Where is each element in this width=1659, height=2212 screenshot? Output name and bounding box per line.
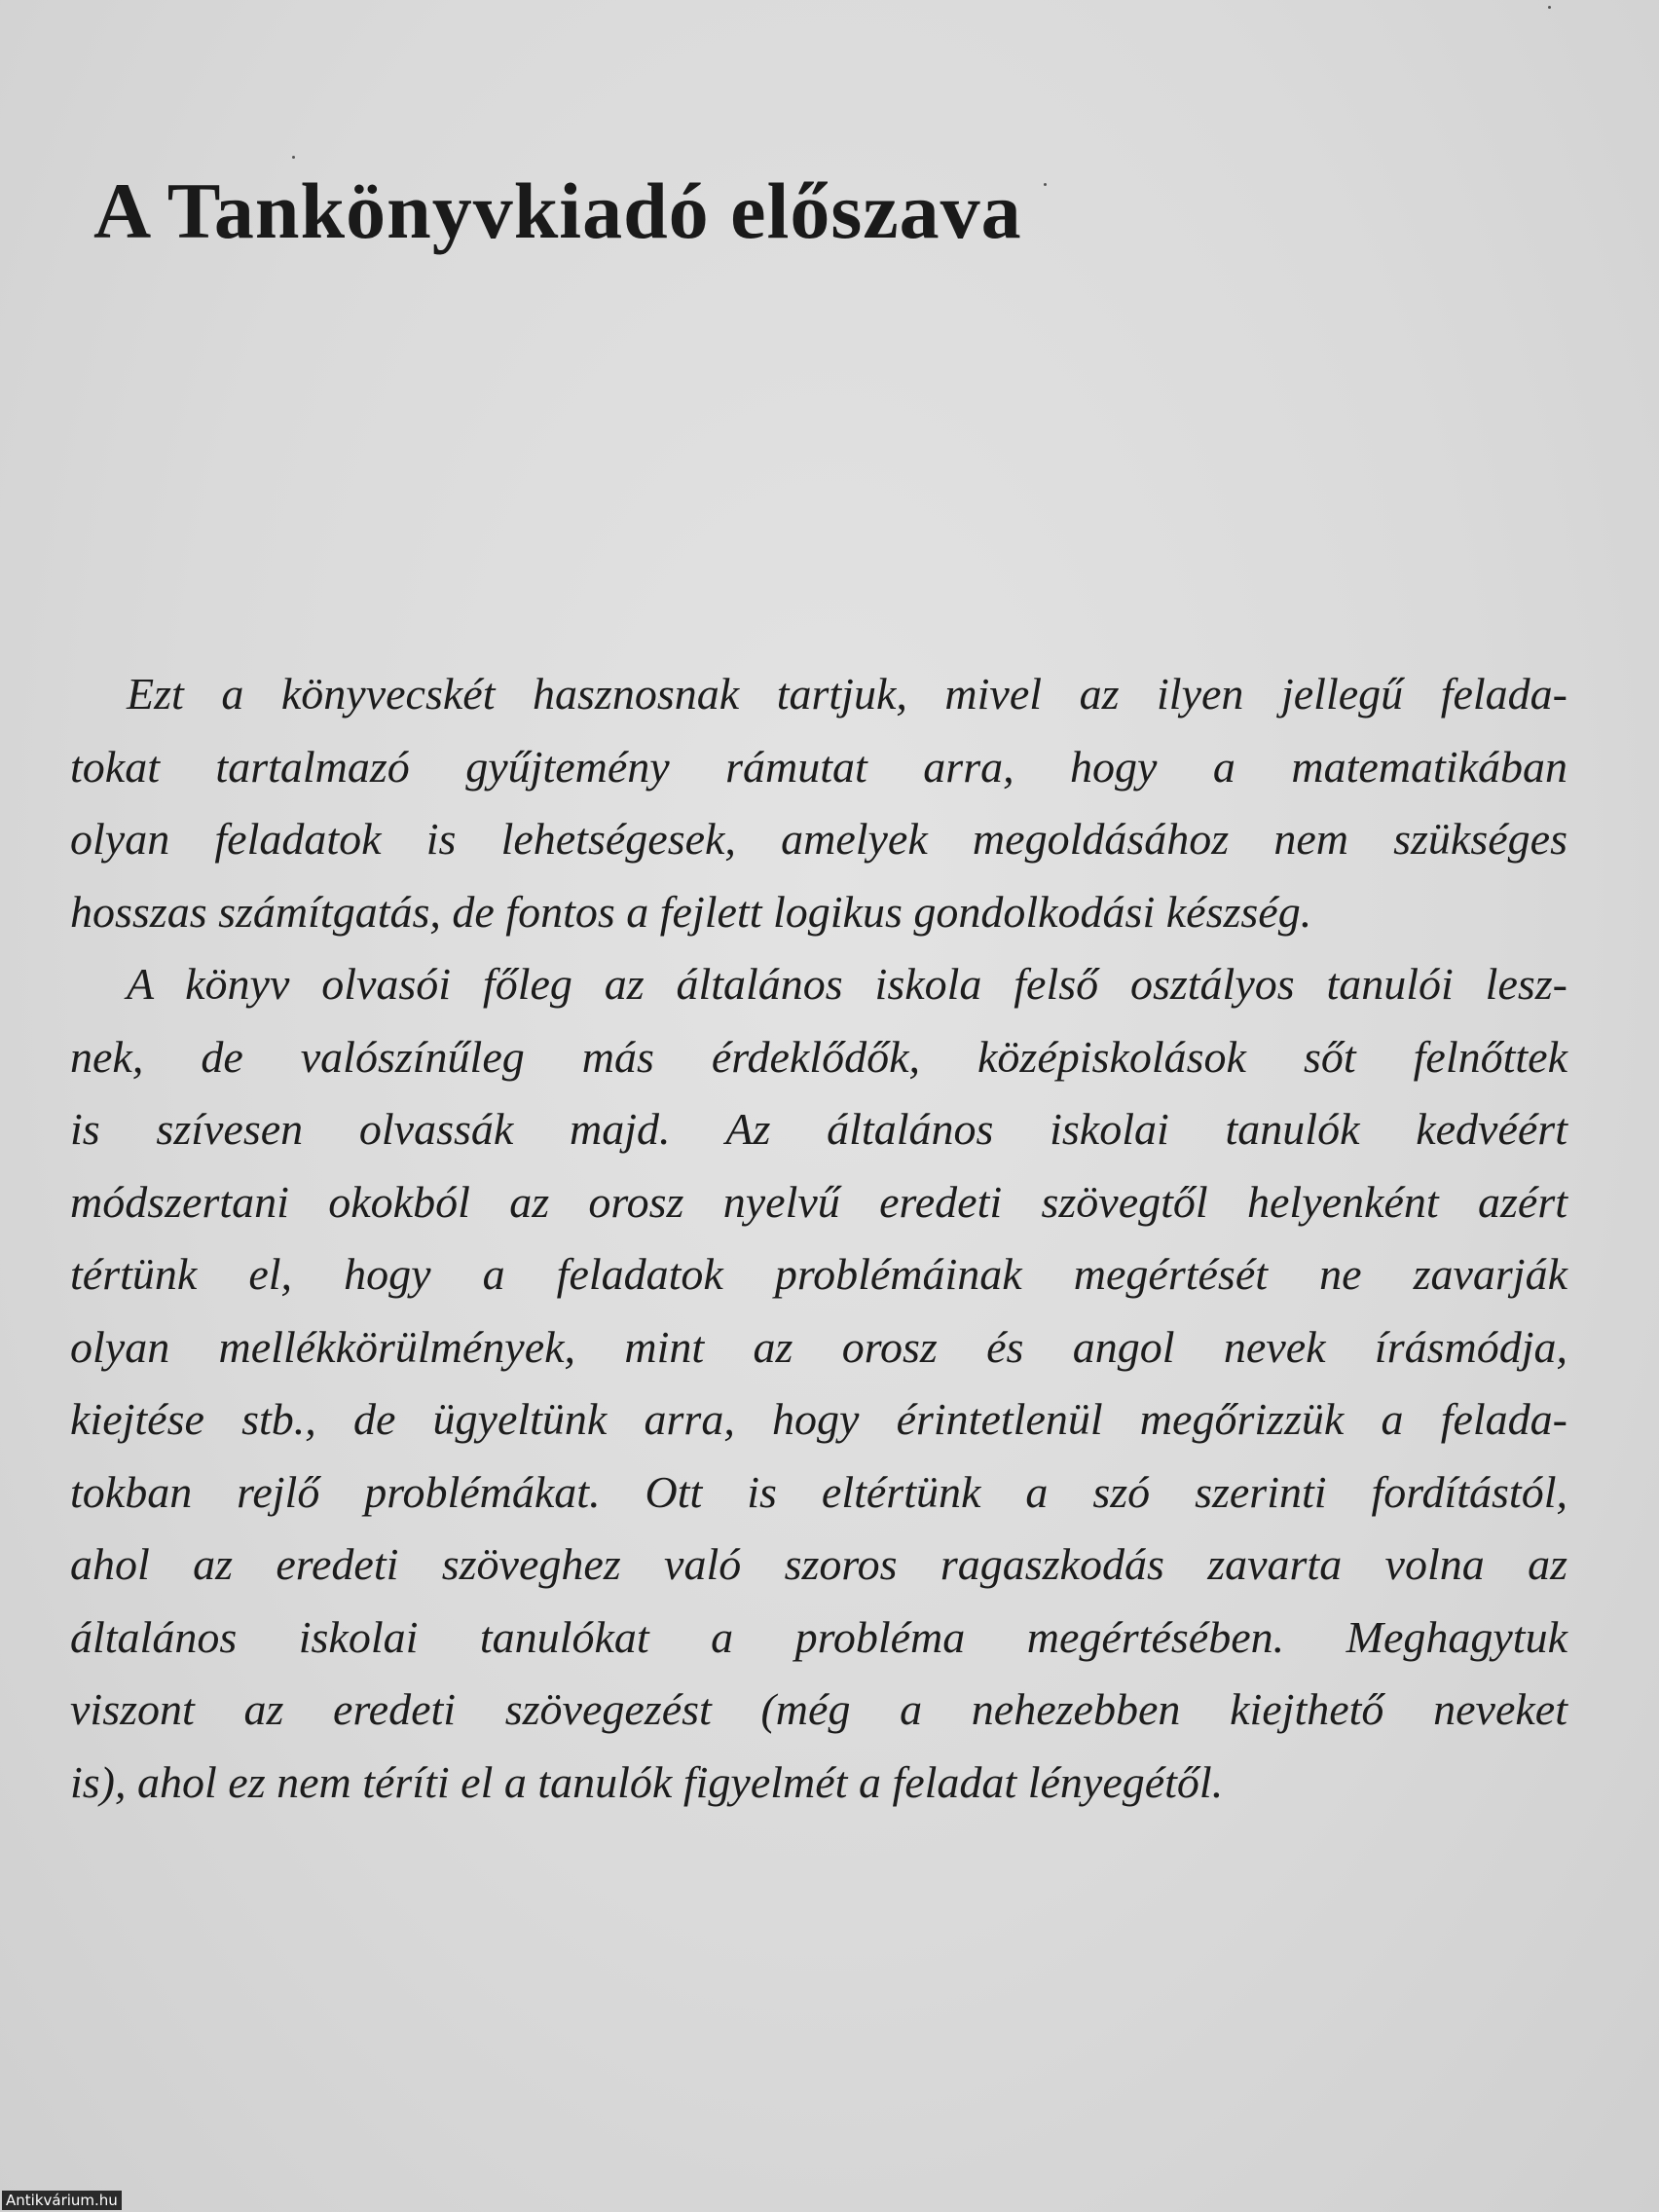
text-line: általános iskolai tanulókat a probléma megértésében. Meghagytuk — [70, 1611, 1567, 1662]
text-line: kiejtése stb., de ügyeltünk arra, hogy érintetlenül megőrizzük a felada- — [70, 1394, 1567, 1444]
page-title: A Tankönyvkiadó előszava — [93, 166, 1022, 255]
paper-speck — [1548, 6, 1551, 9]
text-line: ahol az eredeti szöveghez való szoros ragaszkodás zavarta volna az — [70, 1539, 1567, 1589]
text-line: hosszas számítgatás, de fontos a fejlett logikus gondolkodási készség. — [70, 886, 1312, 937]
text-line: is szívesen olvassák majd. Az általános iskolai tanulók kedvéért — [70, 1104, 1567, 1154]
paper-speck — [292, 156, 295, 159]
text-line: A könyv olvasói főleg az általános iskola felső osztályos tanulói lesz- — [127, 959, 1567, 1009]
text-line: nek, de valószínűleg más érdeklődők, középiskolások sőt felnőttek — [70, 1031, 1567, 1082]
text-line: Ezt a könyvecskét hasznosnak tartjuk, mivel az ilyen jellegű felada- — [127, 669, 1567, 719]
text-line: olyan feladatok is lehetségesek, amelyek megoldásához nem szükséges — [70, 814, 1567, 864]
text-line: is), ahol ez nem téríti el a tanulók figyelmét a feladat lényegétől. — [70, 1756, 1224, 1807]
text-line: viszont az eredeti szövegezést (még a nehezebben kiejthető neveket — [70, 1684, 1567, 1734]
body-text — [70, 658, 1567, 1819]
text-line: tokban rejlő problémákat. Ott is eltértünk a szó szerinti fordítástól, — [70, 1466, 1567, 1517]
watermark: Antikvárium.hu — [2, 2191, 122, 2210]
text-line: tértünk el, hogy a feladatok problémáinak megértését ne zavarják — [70, 1249, 1567, 1299]
text-line: módszertani okokból az orosz nyelvű eredeti szövegtől helyenként azért — [70, 1176, 1567, 1227]
text-line: olyan mellékkörülmények, mint az orosz és angol nevek írásmódja, — [70, 1321, 1567, 1372]
text-line: tokat tartalmazó gyűjtemény rámutat arra, hogy a matematikában — [70, 741, 1567, 792]
paper-speck — [1044, 183, 1047, 186]
